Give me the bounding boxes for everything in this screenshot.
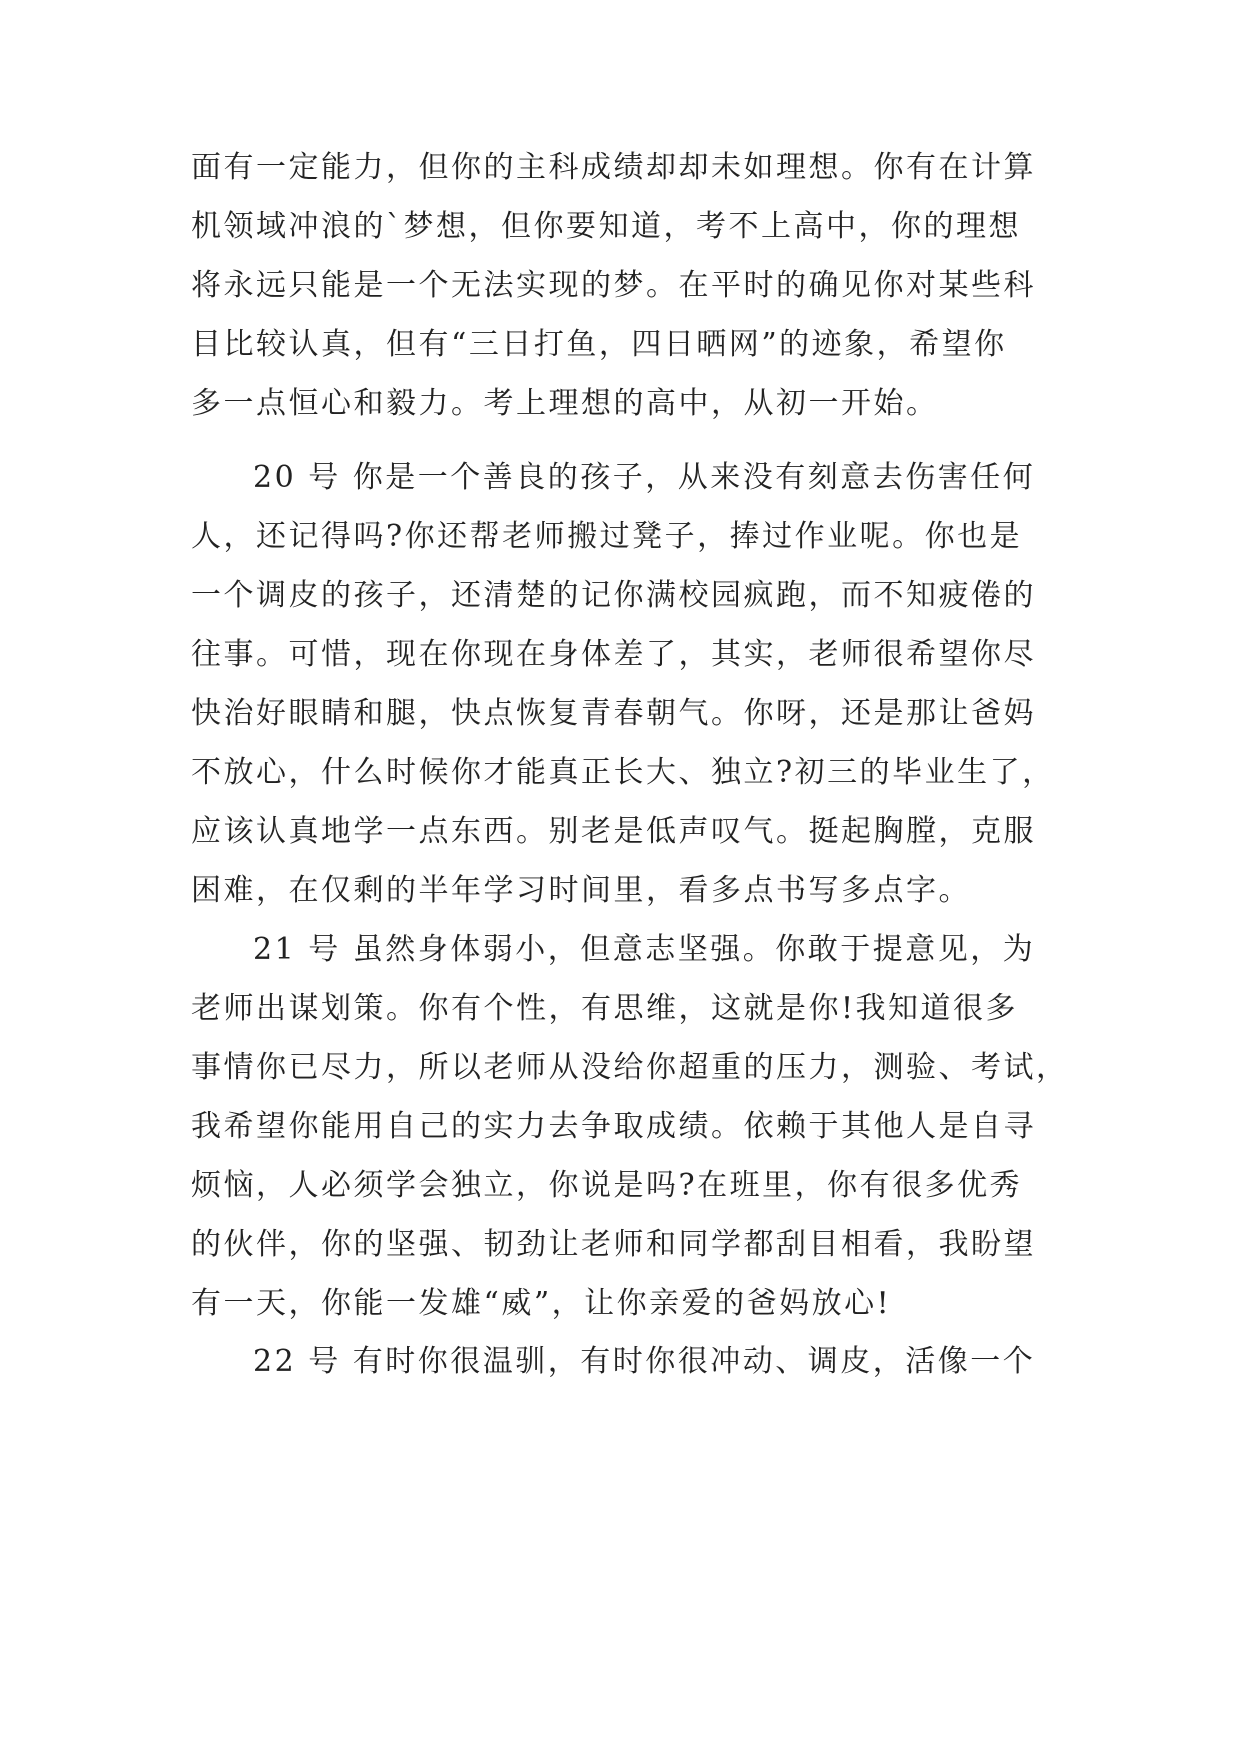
text-line: 22 号 有时你很温驯，有时你很冲动、调皮，活像一个 (253, 1344, 1036, 1379)
comment-paragraph-20 (191, 448, 1055, 920)
text-line: 目比较认真，但有“三日打鱼，四日晒网”的迹象，希望你 (191, 327, 1007, 362)
comment-paragraph-22 (191, 1332, 1051, 1391)
text-line: 事情你已尽力，所以老师从没给你超重的压力，测验、考试， (191, 1050, 1069, 1085)
text-line: 的伙伴，你的坚强、韧劲让老师和同学都刮目相看，我盼望 (191, 1227, 1036, 1262)
text-line: 20 号 你是一个善良的孩子，从来没有刻意去伤害任何 (253, 460, 1036, 495)
text-line: 快治好眼睛和腿，快点恢复青春朝气。你呀，还是那让爸妈 (191, 696, 1036, 731)
comment-paragraph-continued (191, 138, 1051, 433)
text-line: 老师出谋划策。你有个性，有思维，这就是你!我知道很多 (191, 991, 1019, 1026)
text-line: 烦恼，人必须学会独立，你说是吗?在班里，你有很多优秀 (191, 1168, 1023, 1203)
text-line: 困难，在仅剩的半年学习时间里，看多点书写多点字。 (191, 873, 971, 908)
text-line: 多一点恒心和毅力。考上理想的高中，从初一开始。 (191, 386, 939, 421)
text-line: 应该认真地学一点东西。别老是低声叹气。挺起胸膛，克服 (191, 814, 1036, 849)
text-line: 机领域冲浪的`梦想，但你要知道，考不上高中，你的理想 (191, 209, 1021, 244)
text-line: 面有一定能力，但你的主科成绩却却未如理想。你有在计算 (191, 150, 1036, 185)
text-line: 一个调皮的孩子，还清楚的记你满校园疯跑，而不知疲倦的 (191, 578, 1036, 613)
comment-paragraph-21 (191, 920, 1069, 1333)
text-line: 21 号 虽然身体弱小，但意志坚强。你敢于提意见，为 (253, 932, 1036, 967)
text-line: 有一天，你能一发雄“威”，让你亲爱的爸妈放心! (191, 1286, 892, 1321)
text-line: 将永远只能是一个无法实现的梦。在平时的确见你对某些科 (191, 268, 1036, 303)
text-line: 不放心，什么时候你才能真正长大、独立?初三的毕业生了， (191, 755, 1055, 790)
text-line: 往事。可惜，现在你现在身体差了，其实，老师很希望你尽 (191, 637, 1036, 672)
text-line: 我希望你能用自己的实力去争取成绩。依赖于其他人是自寻 (191, 1109, 1036, 1144)
text-line: 人，还记得吗?你还帮老师搬过凳子，捧过作业呢。你也是 (191, 519, 1023, 554)
